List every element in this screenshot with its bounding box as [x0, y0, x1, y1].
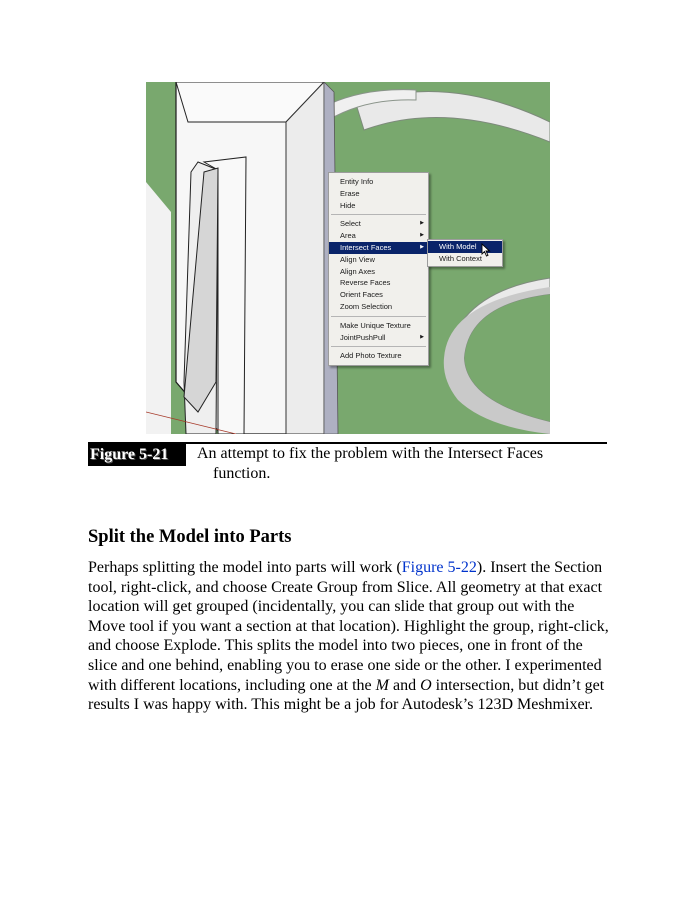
menu-item-label: Select — [340, 219, 361, 229]
submenu-arrow-icon: ▶ — [420, 232, 424, 239]
menu-item-intersect-faces[interactable] — [329, 242, 428, 254]
caption-line-1: An attempt to fix the problem with the Intersect Faces — [197, 445, 544, 462]
menu-separator — [331, 346, 426, 347]
body-paragraph — [88, 558, 613, 715]
menu-item-add-photo-texture[interactable]: Add Photo Texture — [340, 351, 402, 361]
para-mid: ). Insert the Section tool, right-click, and choose Create Group from Slice. All geometry at that exact location will get grouped (incidentally, you can slide that group out with the Move tool if you want a section at that location). Highlight the group, right-click, and choose Explode. This splits the model into two pieces, one in front of the slice and one behind, enabling you to erase one side or the other. I experimented with different locations, including one at the — [88, 559, 609, 694]
intersect-submenu — [427, 239, 503, 267]
menu-item-label: JointPushPull — [340, 332, 386, 342]
menu-item-hide[interactable]: Hide — [340, 200, 356, 210]
submenu-arrow-icon: ▶ — [420, 243, 424, 250]
caption-line-2: function. — [213, 465, 271, 482]
mouse-pointer-icon — [481, 243, 491, 257]
figure-link[interactable]: Figure 5-22 — [401, 559, 477, 576]
submenu-item-with-model[interactable]: With Model — [428, 241, 502, 253]
figure-screenshot — [146, 82, 550, 434]
menu-separator — [331, 316, 426, 317]
menu-separator — [331, 214, 426, 215]
italic-m: M — [375, 676, 389, 694]
menu-item-entity-info[interactable]: Entity Info — [340, 177, 374, 186]
figure-label: Figure 5-21 — [88, 443, 186, 466]
menu-item-area[interactable] — [329, 230, 428, 242]
section-heading: Split the Model into Parts — [88, 527, 292, 547]
context-menu — [328, 172, 429, 366]
italic-o: O — [420, 676, 432, 694]
submenu-item-with-context[interactable]: With Context — [439, 253, 482, 263]
menu-item-jointpushpull[interactable] — [329, 332, 428, 344]
menu-item-align-axes[interactable]: Align Axes — [340, 266, 376, 276]
menu-item-zoom-selection[interactable]: Zoom Selection — [340, 301, 393, 311]
menu-item-label: Intersect Faces — [340, 242, 392, 252]
menu-item-reverse-faces[interactable]: Reverse Faces — [340, 278, 391, 288]
para-start: Perhaps splitting the model into parts will work ( — [88, 559, 402, 576]
menu-item-select[interactable] — [329, 218, 428, 230]
para-end: intersection, but didn’t get results I was happy with. This might be a job for Autodesk’s 123D Meshmixer. — [88, 676, 605, 714]
menu-item-make-unique-texture[interactable]: Make Unique Texture — [340, 320, 411, 330]
menu-item-label: Area — [340, 231, 356, 241]
submenu-arrow-icon: ▶ — [420, 333, 424, 340]
submenu-arrow-icon: ▶ — [420, 220, 424, 227]
menu-item-orient-faces[interactable]: Orient Faces — [340, 290, 383, 300]
left-slab — [146, 182, 171, 434]
and-text: and — [388, 676, 421, 694]
block-side-face — [286, 82, 324, 434]
menu-item-align-view[interactable]: Align View — [340, 254, 375, 264]
figure-caption — [197, 444, 597, 484]
menu-item-erase[interactable]: Erase — [340, 188, 360, 198]
